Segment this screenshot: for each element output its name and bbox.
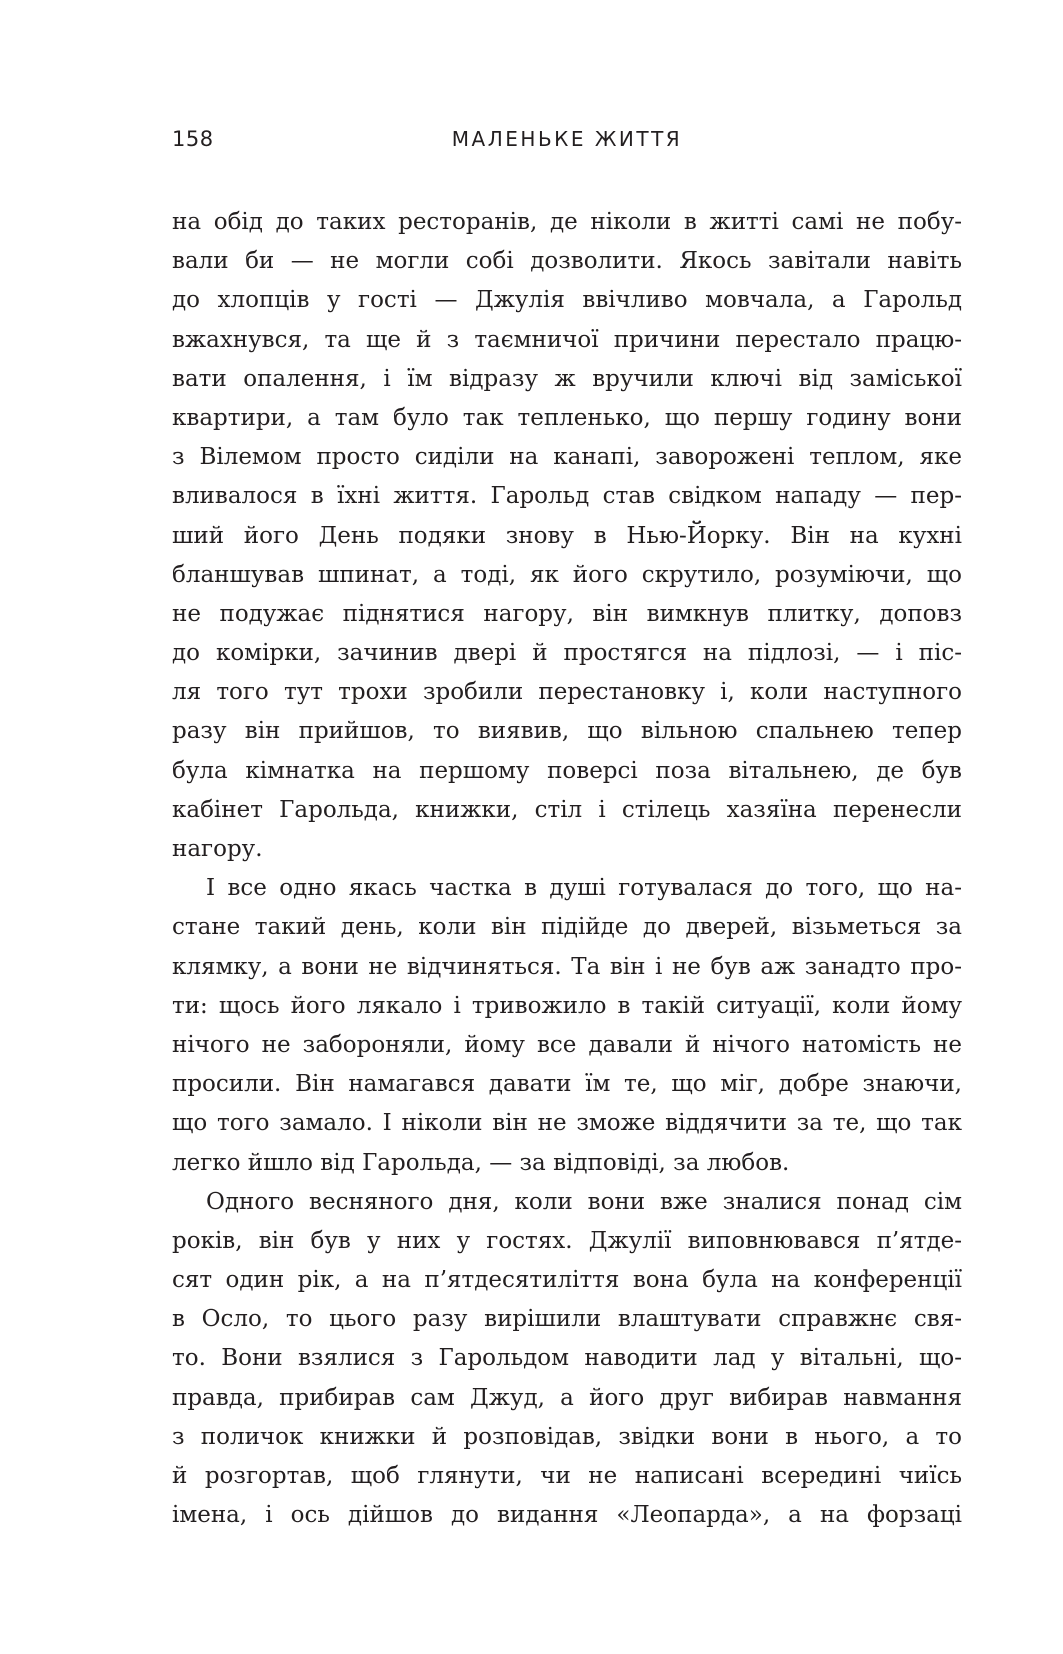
text-line: була кімнатка на першому поверсі поза вітальнею, де був xyxy=(172,757,962,784)
text-line: з поличок книжки й розповідав, звідки вони в нього, а то xyxy=(172,1423,962,1450)
text-line: нагору. xyxy=(172,836,263,862)
text-line: на обід до таких ресторанів, де ніколи в житті самі не побу- xyxy=(172,209,962,235)
text-line: вали би — не могли собі дозволити. Якось завітали навіть xyxy=(172,248,962,275)
text-line: не подужає піднятися нагору, він вимкнув плитку, доповз xyxy=(172,600,962,627)
text-line: що того замало. І ніколи він не зможе віддячити за те, що так xyxy=(172,1110,962,1137)
text-line: до комірки, зачинив двері й простягся на підлозі, — і піс- xyxy=(172,640,962,667)
text-line: разу він прийшов, то виявив, що вільною спальнею тепер xyxy=(172,718,962,745)
text-line: І все одно якась частка в душі готувалася до того, що на- xyxy=(206,875,962,902)
text-line: ля того тут трохи зробили перестановку і, коли наступного xyxy=(172,679,962,706)
text-line: то. Вони взялися з Гарольдом наводити лад у вітальні, що- xyxy=(172,1345,962,1372)
text-line: років, він був у них у гостях. Джулії виповнювався п’ятде- xyxy=(172,1227,962,1254)
page-number: 158 xyxy=(172,127,214,151)
text-line: сят один рік, а на п’ятдесятиліття вона була на конференції xyxy=(172,1267,962,1294)
body-text xyxy=(172,203,962,1535)
text-line: правда, прибирав сам Джуд, а його друг вибирав навмання xyxy=(172,1384,962,1411)
text-line: вжахнувся, та ще й з таємничої причини перестало працю- xyxy=(172,326,962,353)
text-line: ший його День подяки знову в Нью-Йорку. Він на кухні xyxy=(172,522,962,549)
text-line: з Вілемом просто сиділи на канапі, заворожені теплом, яке xyxy=(172,444,962,471)
text-line: нічого не забороняли, йому все давали й нічого натомість не xyxy=(172,1031,962,1058)
text-line: бланшував шпинат, а тоді, як його скрутило, розуміючи, що xyxy=(172,561,962,588)
text-line: імена, і ось дійшов до видання «Леопарда», а на форзаці xyxy=(172,1502,962,1529)
text-line: до хлопців у гості — Джулія ввічливо мовчала, а Гарольд xyxy=(172,287,962,314)
text-line: стане такий день, коли він підійде до дверей, візьметься за xyxy=(172,914,962,941)
text-line: квартири, а там було так тепленько, що першу годину вони xyxy=(172,404,962,431)
text-line: легко йшло від Гарольда, — за відповіді, за любов. xyxy=(172,1149,790,1176)
text-line: просили. Він намагався давати їм те, що міг, добре знаючи, xyxy=(172,1071,962,1098)
text-line: й розгортав, щоб глянути, чи не написані всередині чиїсь xyxy=(172,1463,962,1489)
text-line: клямку, а вони не відчиняться. Та він і не був аж занадто про- xyxy=(172,953,962,980)
text-line: Одного весняного дня, коли вони вже зналися понад сім xyxy=(206,1188,962,1215)
text-line: в Осло, то цього разу вирішили влаштувати справжнє свя- xyxy=(172,1306,962,1333)
text-line: вливалося в їхні життя. Гарольд став свідком нападу — пер- xyxy=(172,483,962,510)
text-line: вати опалення, і їм відразу ж вручили ключі від заміської xyxy=(172,365,962,392)
text-line: кабінет Гарольда, книжки, стіл і стілець хазяїна перенесли xyxy=(172,796,962,823)
running-header xyxy=(172,122,962,156)
book-title: МАЛЕНЬКЕ ЖИТТЯ xyxy=(451,127,683,151)
text-line: ти: щось його лякало і тривожило в такій ситуації, коли йому xyxy=(172,992,962,1019)
